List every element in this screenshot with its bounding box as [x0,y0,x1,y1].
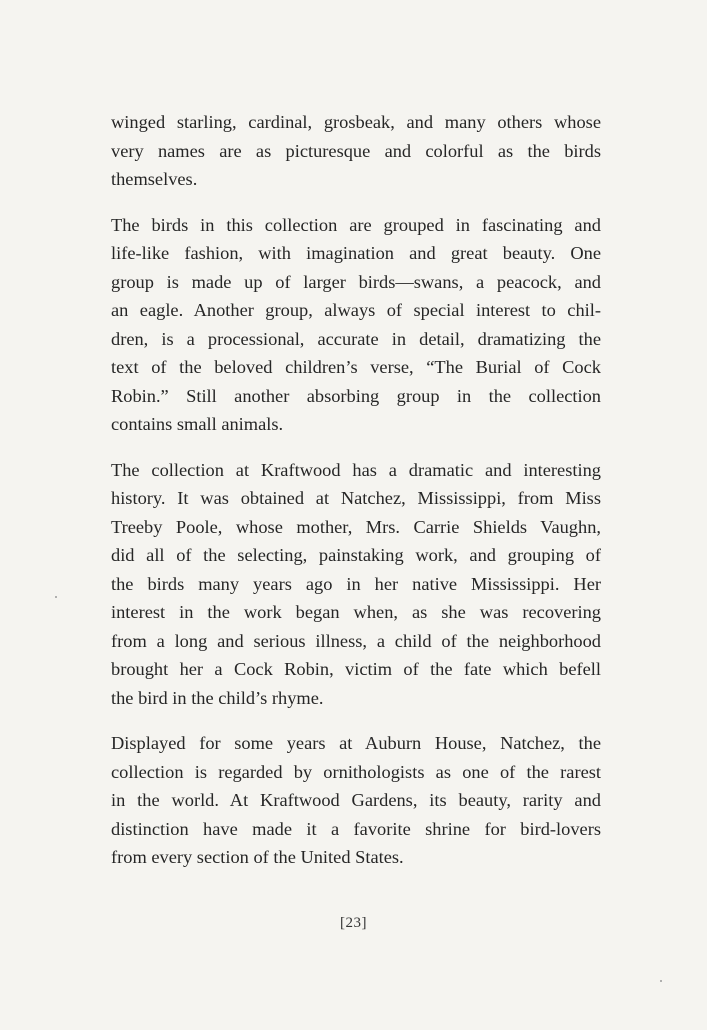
paragraph-1 [111,108,601,194]
text-line: themselves. [111,169,198,189]
text-line: the birds many years ago in her native Mississippi. Her [111,573,601,594]
paper-speck [660,980,662,982]
text-line: distinction have made it a favorite shrine for bird-lovers [111,818,601,839]
text-line: dren, is a processional, accurate in detail, dramatizing the [111,328,601,349]
page-number: [23] [340,915,367,931]
text-line: interest in the work began when, as she was recovering [111,602,601,622]
paragraph-2 [111,211,601,439]
paper-speck [55,596,57,598]
text-line: did all of the selecting, painstaking work, and grouping of [111,545,601,565]
text-line: group is made up of larger birds—swans, a peacock, and [111,271,601,292]
text-line: contains small animals. [111,414,284,434]
text-line: The birds in this collection are grouped in fascinating and [111,214,601,235]
paragraph-3 [111,456,601,713]
text-line: text of the beloved children’s verse, “The Burial of Cock [111,357,601,377]
text-line: the bird in the child’s rhyme. [111,687,324,708]
text-line: Robin.” Still another absorbing group in the collection [111,385,601,406]
text-line: Displayed for some years at Auburn House, Natchez, the [111,733,601,753]
text-line: Treeby Poole, whose mother, Mrs. Carrie Shields Vaughn, [111,516,601,537]
text-line: life-like fashion, with imagination and great beauty. One [111,243,601,263]
paragraph-4 [111,729,601,872]
text-line: an eagle. Another group, always of special interest to chil- [111,300,601,320]
text-line: from every section of the United States. [111,847,404,867]
text-line: winged starling, cardinal, grosbeak, and many others whose [111,112,601,132]
text-line: The collection at Kraftwood has a dramatic and interesting [111,459,601,480]
text-line: brought her a Cock Robin, victim of the fate which befell [111,659,601,679]
text-line: from a long and serious illness, a child of the neighborhood [111,630,601,651]
text-line: history. It was obtained at Natchez, Mississippi, from Miss [111,488,601,508]
body-text [111,108,601,889]
text-line: very names are as picturesque and colorful as the birds [111,140,601,161]
text-line: collection is regarded by ornithologists as one of the rarest [111,761,601,782]
text-line: in the world. At Kraftwood Gardens, its beauty, rarity and [111,790,601,810]
